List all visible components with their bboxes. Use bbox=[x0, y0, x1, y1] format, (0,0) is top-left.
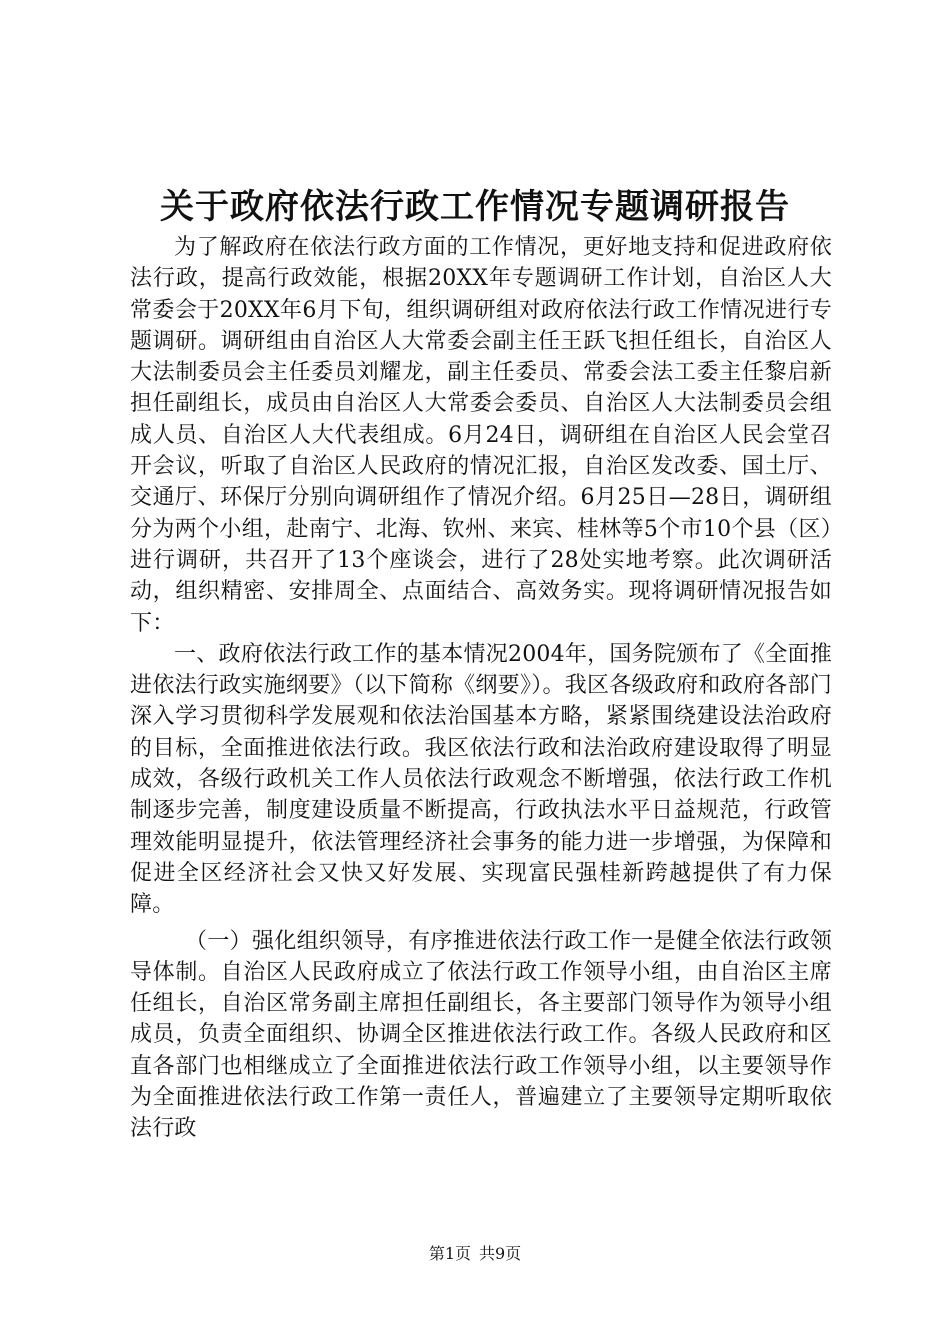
paragraph-section-1: 一、政府依法行政工作的基本情况2004年，国务院颁布了《全面推进依法行政实施纲要》（以下简称《纲要》）。我区各级政府和政府各部门深入学习贯彻科学发展观和依法治国基本方略，紧紧围绕建设法治政府的目标，全面推进依法行政。我区依法行政和法治政府建设取得了明显成效，各级行政机关工作人员依法行政观念不断增强，依法行政工作机制逐步完善，制度建设质量不断提高，行政执法水平日益规范，行政管理效能明显提升，依法管理经济社会事务的能力进一步增强，为保障和促进全区经济社会又快又好发展、实现富民强桂新跨越提供了有力保障。 bbox=[130, 641, 832, 918]
paragraph-subsection-1: （一）强化组织领导，有序推进依法行政工作一是健全依法行政领导体制。自治区人民政府成立了依法行政工作领导小组，由自治区主席任组长，自治区常务副主席担任副组长，各主要部门领导作为领导小组成员，负责全面组织、协调全区推进依法行政工作。各级人民政府和区直各部门也相继成立了全面推进依法行政工作领导小组，以主要领导作为全面推进依法行政工作第一责任人，普遍建立了主要领导定期听取依法行政 bbox=[130, 928, 832, 1142]
page-footer bbox=[0, 1244, 950, 1264]
document-title: 关于政府依法行政工作情况专题调研报告 bbox=[160, 187, 790, 227]
page-total: 共9页 bbox=[479, 1244, 522, 1263]
paragraph-intro: 为了解政府在依法行政方面的工作情况，更好地支持和促进政府依法行政，提高行政效能，根据20XX年专题调研工作计划，自治区人大常委会于20XX年6月下旬，组织调研组对政府依法行政工作情况进行专题调研。调研组由自治区人大常委会副主任王跃飞担任组长，自治区人大法制委员会主任委员刘耀龙，副主任委员、常委会法工委主任黎启新担任副组长，成员由自治区人大常委会委员、自治区人大法制委员会组成人员、自治区人大代表组成。6月24日，调研组在自治区人民会堂召开会议，听取了自治区人民政府的情况汇报，自治区发改委、国土厅、交通厅、环保厅分别向调研组作了情况介绍。6月25日—28日，调研组分为两个小组，赴南宁、北海、钦州、来宾、桂林等5个市10个县（区）进行调研，共召开了13个座谈会，进行了28处实地考察。此次调研活动，组织精密、安排周全、点面结合、高效务实。现将调研情况报告如下： bbox=[130, 235, 832, 636]
document-body bbox=[130, 232, 832, 1145]
page-number: 第1页 bbox=[428, 1244, 471, 1263]
